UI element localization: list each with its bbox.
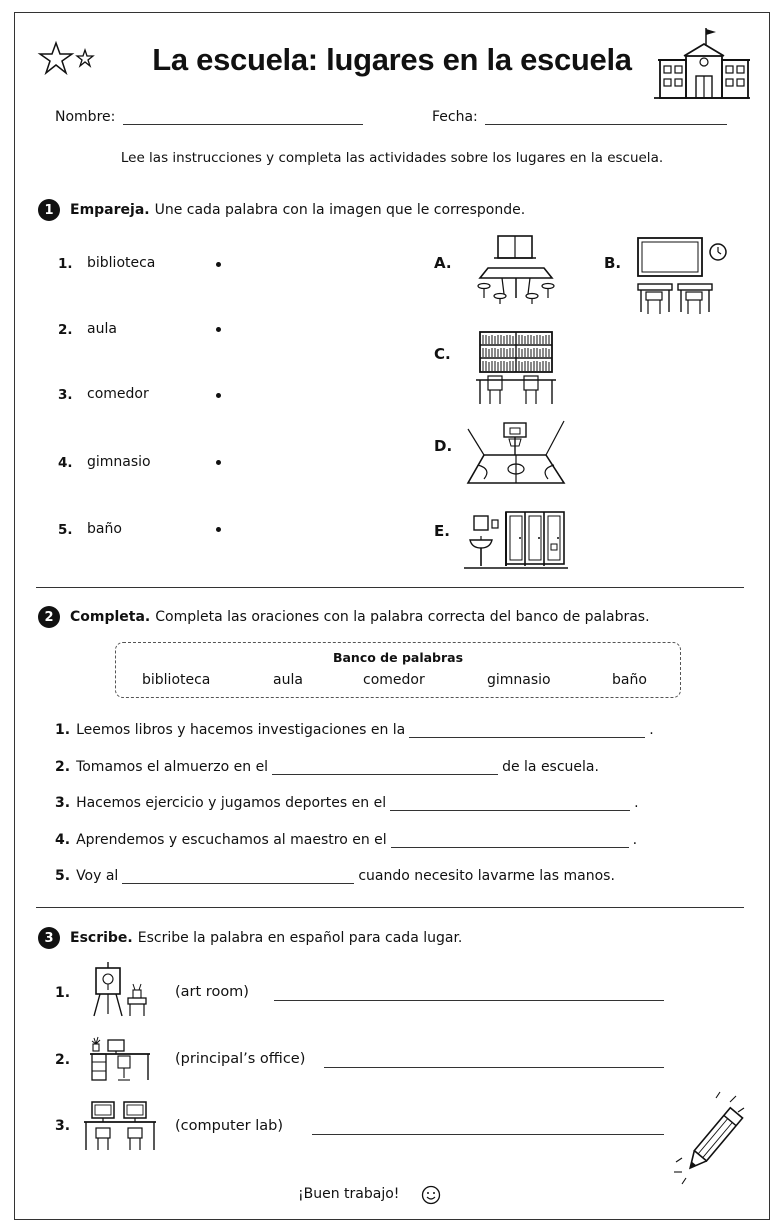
picture-letter-b: B. xyxy=(604,254,622,272)
sentence-text-before: Hacemos ejercicio y jugamos deportes en el xyxy=(76,795,387,811)
pencil-icon xyxy=(672,1092,752,1186)
word-bank-item: comedor xyxy=(363,672,425,688)
picture-letter-d: D. xyxy=(434,437,453,455)
sentence-text-before: Leemos libros y hacemos investigaciones en la xyxy=(76,722,406,738)
match-dot[interactable] xyxy=(216,327,221,332)
school-building-icon xyxy=(654,26,750,102)
sentence-blank[interactable] xyxy=(409,724,645,738)
sentence-number: 4. xyxy=(55,832,71,848)
word-bank-item: biblioteca xyxy=(142,672,211,688)
answer-field[interactable] xyxy=(312,1134,664,1135)
section1-heading xyxy=(38,199,525,221)
sentence-number: 5. xyxy=(55,868,71,884)
classroom-desks-icon[interactable] xyxy=(636,236,730,316)
match-word: gimnasio xyxy=(87,454,151,470)
match-dot[interactable] xyxy=(216,527,221,532)
word-bank-item: aula xyxy=(273,672,303,688)
date-field[interactable] xyxy=(485,124,727,125)
word-bank xyxy=(115,642,681,698)
write-number: 2. xyxy=(55,1052,71,1068)
match-number: 5. xyxy=(58,522,73,538)
sentence-number: 1. xyxy=(55,722,71,738)
computer-lab-icon xyxy=(82,1100,158,1154)
library-shelves-icon[interactable] xyxy=(474,330,558,406)
write-hint: (art room) xyxy=(175,984,249,1000)
match-word: comedor xyxy=(87,386,149,402)
sentence-blank[interactable] xyxy=(272,761,498,775)
section1-title: Empareja. xyxy=(70,202,150,218)
section-number-badge: 3 xyxy=(38,927,60,949)
write-number: 3. xyxy=(55,1118,71,1134)
section2-instructions: Completa las oraciones con la palabra correcta del banco de palabras. xyxy=(155,609,650,625)
office-desk-icon xyxy=(88,1034,152,1084)
picture-letter-c: C. xyxy=(434,345,451,363)
word-bank-item: baño xyxy=(612,672,647,688)
date-label: Fecha: xyxy=(432,109,478,125)
match-word: baño xyxy=(87,521,122,537)
picture-letter-a: A. xyxy=(434,254,452,272)
match-dot[interactable] xyxy=(216,460,221,465)
sentence-row xyxy=(55,868,615,884)
section-divider xyxy=(36,587,744,588)
match-number: 4. xyxy=(58,455,73,471)
sentence-row xyxy=(55,832,637,848)
match-number: 2. xyxy=(58,322,73,338)
sentence-row xyxy=(55,722,654,738)
footer-text: ¡Buen trabajo! xyxy=(298,1186,400,1202)
section3-heading xyxy=(38,927,462,949)
sentence-text-after: . xyxy=(634,795,639,811)
sentence-blank[interactable] xyxy=(122,870,354,884)
word-bank-title: Banco de palabras xyxy=(332,650,464,665)
sentence-row xyxy=(55,759,599,775)
sentence-text-before: Tomamos el almuerzo en el xyxy=(76,759,269,775)
match-word: biblioteca xyxy=(87,255,156,271)
write-hint: (computer lab) xyxy=(175,1118,283,1134)
sentence-number: 2. xyxy=(55,759,71,775)
section2-title: Completa. xyxy=(70,609,151,625)
smiley-icon xyxy=(421,1185,441,1205)
sentence-number: 3. xyxy=(55,795,71,811)
sentence-text-after: . xyxy=(649,722,654,738)
sentence-text-before: Aprendemos y escuchamos al maestro en el xyxy=(76,832,387,848)
section-number-badge: 1 xyxy=(38,199,60,221)
instructions-text: Lee las instrucciones y completa las actividades sobre los lugares en la escuela. xyxy=(120,150,664,166)
write-number: 1. xyxy=(55,985,71,1001)
sentence-text-after: . xyxy=(632,832,638,848)
art-room-easel-icon xyxy=(88,962,150,1020)
sentence-blank[interactable] xyxy=(391,834,629,848)
sentence-row xyxy=(55,795,639,811)
sentence-text-after: de la escuela. xyxy=(502,759,599,775)
cafeteria-tables-icon[interactable] xyxy=(474,234,558,306)
word-bank-item: gimnasio xyxy=(487,672,551,688)
section3-instructions: Escribe la palabra en español para cada lugar. xyxy=(137,930,463,946)
match-number: 1. xyxy=(58,256,73,272)
section2-heading xyxy=(38,606,650,628)
picture-letter-e: E. xyxy=(434,522,450,540)
section-number-badge: 2 xyxy=(38,606,60,628)
write-hint: (principal’s office) xyxy=(175,1051,306,1067)
match-dot[interactable] xyxy=(216,262,221,267)
answer-field[interactable] xyxy=(274,1000,664,1001)
match-dot[interactable] xyxy=(216,393,221,398)
sentence-text-after: cuando necesito lavarme las manos. xyxy=(358,868,615,884)
sentence-blank[interactable] xyxy=(390,797,630,811)
section1-instructions: Une cada palabra con la imagen que le corresponde. xyxy=(154,202,526,218)
section3-title: Escribe. xyxy=(70,930,133,946)
name-field[interactable] xyxy=(123,124,363,125)
section-divider xyxy=(36,907,744,908)
page-title: La escuela: lugares en la escuela xyxy=(152,42,632,77)
match-number: 3. xyxy=(58,387,73,403)
bathroom-stalls-icon[interactable] xyxy=(464,508,568,572)
answer-field[interactable] xyxy=(324,1067,664,1068)
name-label: Nombre: xyxy=(55,109,116,125)
sentence-text-before: Voy al xyxy=(76,868,119,884)
match-word: aula xyxy=(87,321,117,337)
gym-court-icon[interactable] xyxy=(466,419,566,487)
